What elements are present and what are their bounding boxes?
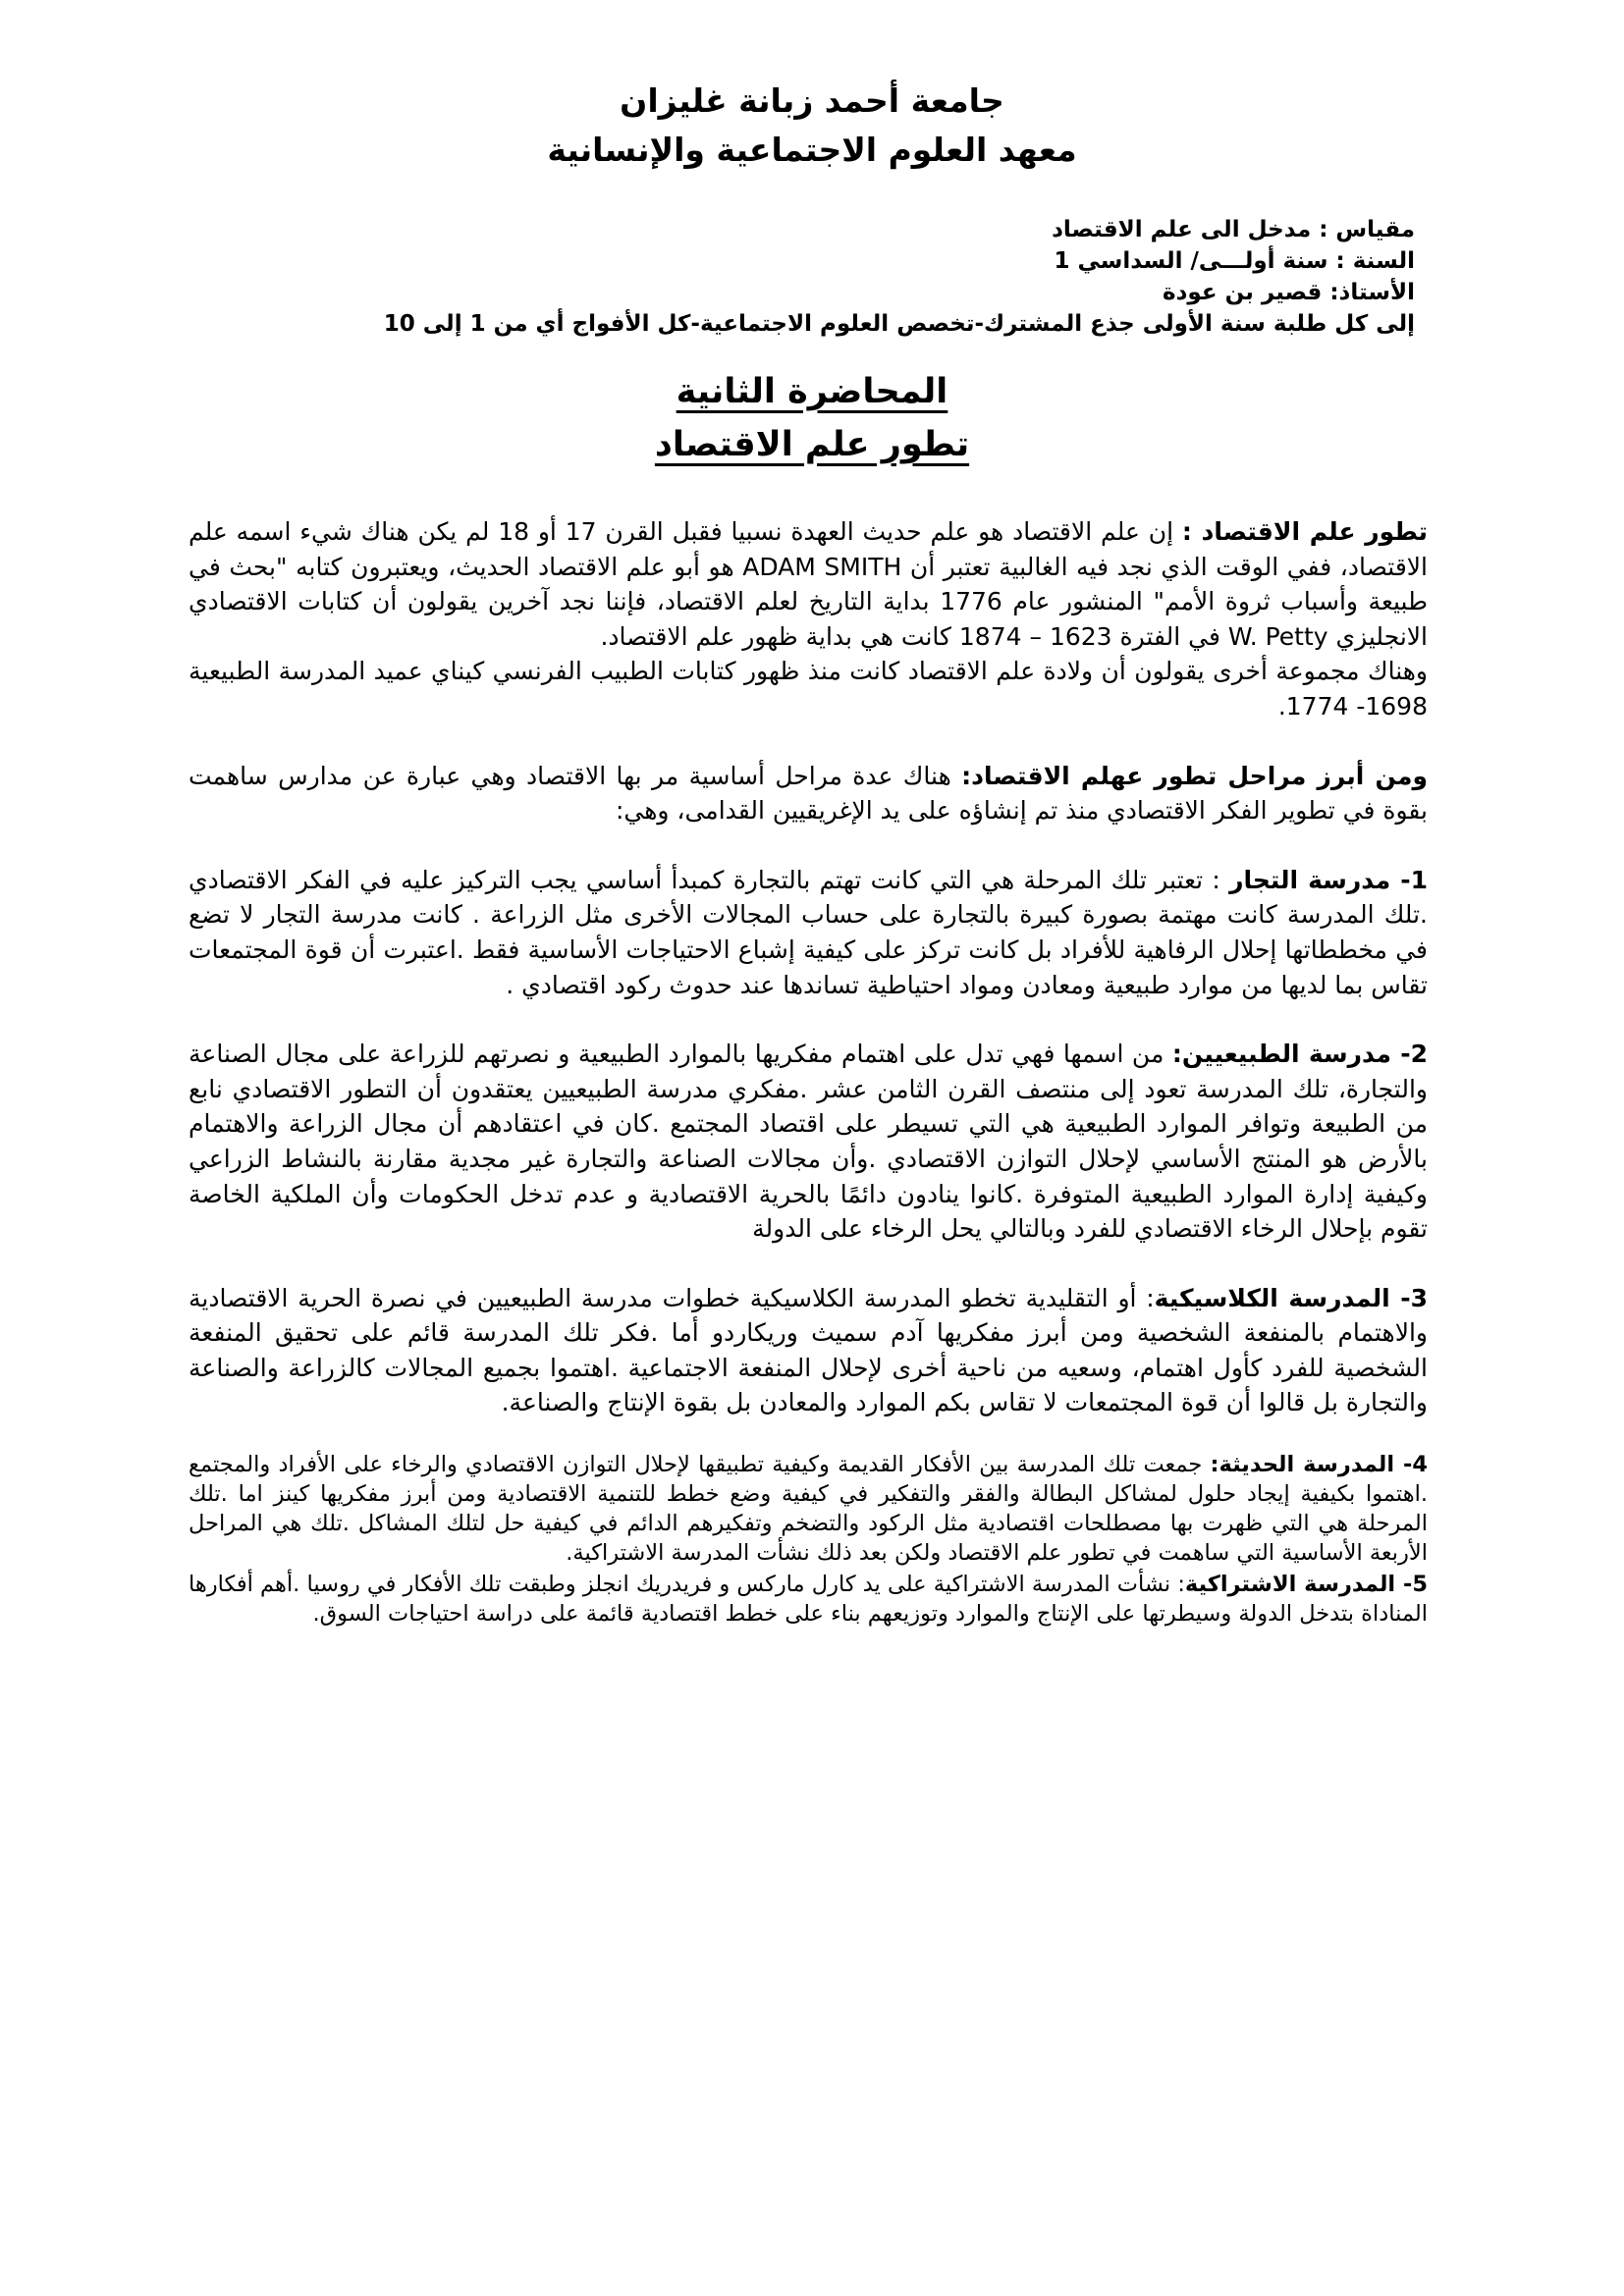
physiocrats-heading: 2- مدرسة الطبيعيين:	[1171, 1040, 1429, 1069]
lecture-topic: تطور علم الاقتصاد	[654, 425, 970, 464]
institute-name: معهد العلوم الاجتماعية والإنسانية	[547, 131, 1077, 169]
university-name: جامعة أحمد زبانة غليزان	[620, 81, 1004, 120]
module-line: مقياس : مدخل الى علم الاقتصاد	[1052, 217, 1415, 242]
paragraph-intro	[189, 514, 1428, 654]
stages-heading: ومن أبرز مراحل تطور عهلم الاقتصاد:	[961, 761, 1429, 790]
document-body	[189, 514, 1428, 1629]
audience-line: إلى كل طلبة سنة الأولى جذع المشترك-تخصص العلوم الاجتماعية-كل الأفواج أي من 1 إلى 10	[383, 311, 1415, 337]
university-header	[0, 77, 1624, 175]
lecture-number: المحاضرة الثانية	[676, 372, 948, 411]
year-line: السنة : سنة أولـــى/ السداسي 1	[1054, 248, 1415, 274]
paragraph-modern	[189, 1450, 1428, 1568]
socialist-heading: 5- المدرسة الاشتراكية	[1184, 1572, 1428, 1598]
course-info	[178, 214, 1415, 340]
modern-text: جمعت تلك المدرسة بين الأفكار القديمة وكيفية تطبيقها لإحلال التوازن الاقتصادي والرخاء على الأفراد والمجتمع .اهتموا بكيفية إيجاد حلول لمشاكل البطالة والفقر والتفكير في كيفية وضع خطط للتنمية الاقتصادية ومن أبرز مفكريها كينز اما .تلك المرحلة هي التي ظهرت بها مصطلحات اقتصادية مثل الركود والتضخم وتفكيرهم الدائم في كيفية حل لتلك المشاكل .تلك هي المراحل الأربعة الأساسية التي ساهمت في تطور علم الاقتصاد ولكن بعد ذلك نشأت المدرسة الاشتراكية.	[189, 1452, 1428, 1567]
paragraph-physiocrats-origin	[189, 654, 1428, 723]
physiocrats-origin-text: وهناك مجموعة أخرى يقولون أن ولادة علم الاقتصاد كانت منذ ظهور كتابات الطبيب الفرنسي كيناي عميد المدرسة الطبيعية 1698- 1774.	[189, 657, 1428, 721]
stages-text: هناك عدة مراحل أساسية مر بها الاقتصاد وهي عبارة عن مدارس ساهمت بقوة في تطوير الفكر الاقتصادي منذ تم إنشاؤه على يد الإغريقيين القدامى، وهي:	[189, 761, 1428, 826]
paragraph-socialist	[189, 1570, 1428, 1629]
physiocrats-text: من اسمها فهي تدل على اهتمام مفكريها بالموارد الطبيعية و نصرتهم للزراعة على مجال الصناعة والتجارة، تلك المدرسة تعود إلى منتصف القرن الثامن عشر .مفكري مدرسة الطبيعيين يعتقدون أن التطور الاقتصادي نابع من الطبيعة وتوافر الموارد الطبيعية هي التي تسيطر على اقتصاد المجتمع .كان في اعتقادهم أن مجال الزراعة والاهتمام بالأرض هو المنتج الأساسي لإحلال التوازن الاقتصادي .وأن مجالات الصناعة والتجارة غير مجدية مقارنة بالنشاط الزراعي وكيفية إدارة الموارد الطبيعية المتوفرة .كانوا ينادون دائمًا بالحرية الاقتصادية و عدم تدخل الحكومات وأن الملكية الخاصة تقوم بإحلال الرخاء الاقتصادي للفرد وبالتالي يحل الرخاء على الدولة	[189, 1040, 1428, 1244]
professor-line: الأستاذ: قصير بن عودة	[1163, 280, 1415, 305]
paragraph-stages	[189, 759, 1428, 828]
classical-text: : أو التقليدية تخطو المدرسة الكلاسيكية خطوات مدرسة الطبيعيين في نصرة الحرية الاقتصادية والاهتمام بالمنفعة الشخصية ومن أبرز مفكريها آدم سميث وريكاردو أما .فكر تلك المدرسة قائم على تحقيق المنفعة الشخصية للفرد كأول اهتمام، وسعيه من ناحية أخرى لإحلال المنفعة الاجتماعية .اهتموا بجميع المجالات كالزراعة والصناعة والتجارة بل قالوا أن قوة المجتمعات لا تقاس بكم الموارد والمعادن بل بقوة الإنتاج والصناعة.	[189, 1283, 1428, 1417]
mercantilist-heading: 1- مدرسة التجار	[1229, 865, 1428, 894]
classical-heading: 3- المدرسة الكلاسيكية	[1154, 1283, 1428, 1312]
paragraph-classical	[189, 1281, 1428, 1420]
paragraph-physiocrats	[189, 1037, 1428, 1247]
modern-heading: 4- المدرسة الحديثة:	[1210, 1452, 1428, 1478]
paragraph-mercantilist	[189, 863, 1428, 1002]
lecture-title-block	[0, 365, 1624, 471]
intro-text: إن علم الاقتصاد هو علم حديث العهدة نسبيا فقبل القرن 17 أو 18 لم يكن هناك شيء اسمه علم الاقتصاد، ففي الوقت الذي نجد فيه الغالبية تعتبر أن ADAM SMITH هو أبو علم الاقتصاد الحديث، ويعتبرون كتابه "بحث في طبيعة وأسباب ثروة الأمم" المنشور عام 1776 بداية التاريخ لعلم الاقتصاد، فإننا نجد آخرين يقولون أن كتابات الاقتصادي الانجليزي W. Petty في الفترة 1623 – 1874 كانت هي بداية ظهور علم الاقتصاد.	[189, 517, 1428, 651]
intro-heading: تطور علم الاقتصاد :	[1181, 517, 1428, 546]
mercantilist-text: : تعتبر تلك المرحلة هي التي كانت تهتم بالتجارة كمبدأ أساسي يجب التركيز عليه في الفكر الاقتصادي .تلك المدرسة كانت مهتمة بصورة كبيرة بالتجارة على حساب المجالات الأخرى مثل الزراعة . كانت مدرسة التجار لا تضع في مخططاتها إحلال الرفاهية للأفراد بل كانت تركز على كيفية إشباع الاحتياجات الأساسية فقط .اعتبرت أن قوة المجتمعات تقاس بما لديها من موارد طبيعية ومعادن ومواد احتياطية تساندها عند حدوث ركود اقتصادي .	[189, 865, 1428, 999]
socialist-text: : نشأت المدرسة الاشتراكية على يد كارل ماركس و فريدريك انجلز وطبقت تلك الأفكار في روسيا .أهم أفكارها المناداة بتدخل الدولة وسيطرتها على الإنتاج والموارد وتوزيعهم بناء على خطط اقتصادية قائمة على دراسة احتياجات السوق.	[189, 1572, 1428, 1628]
